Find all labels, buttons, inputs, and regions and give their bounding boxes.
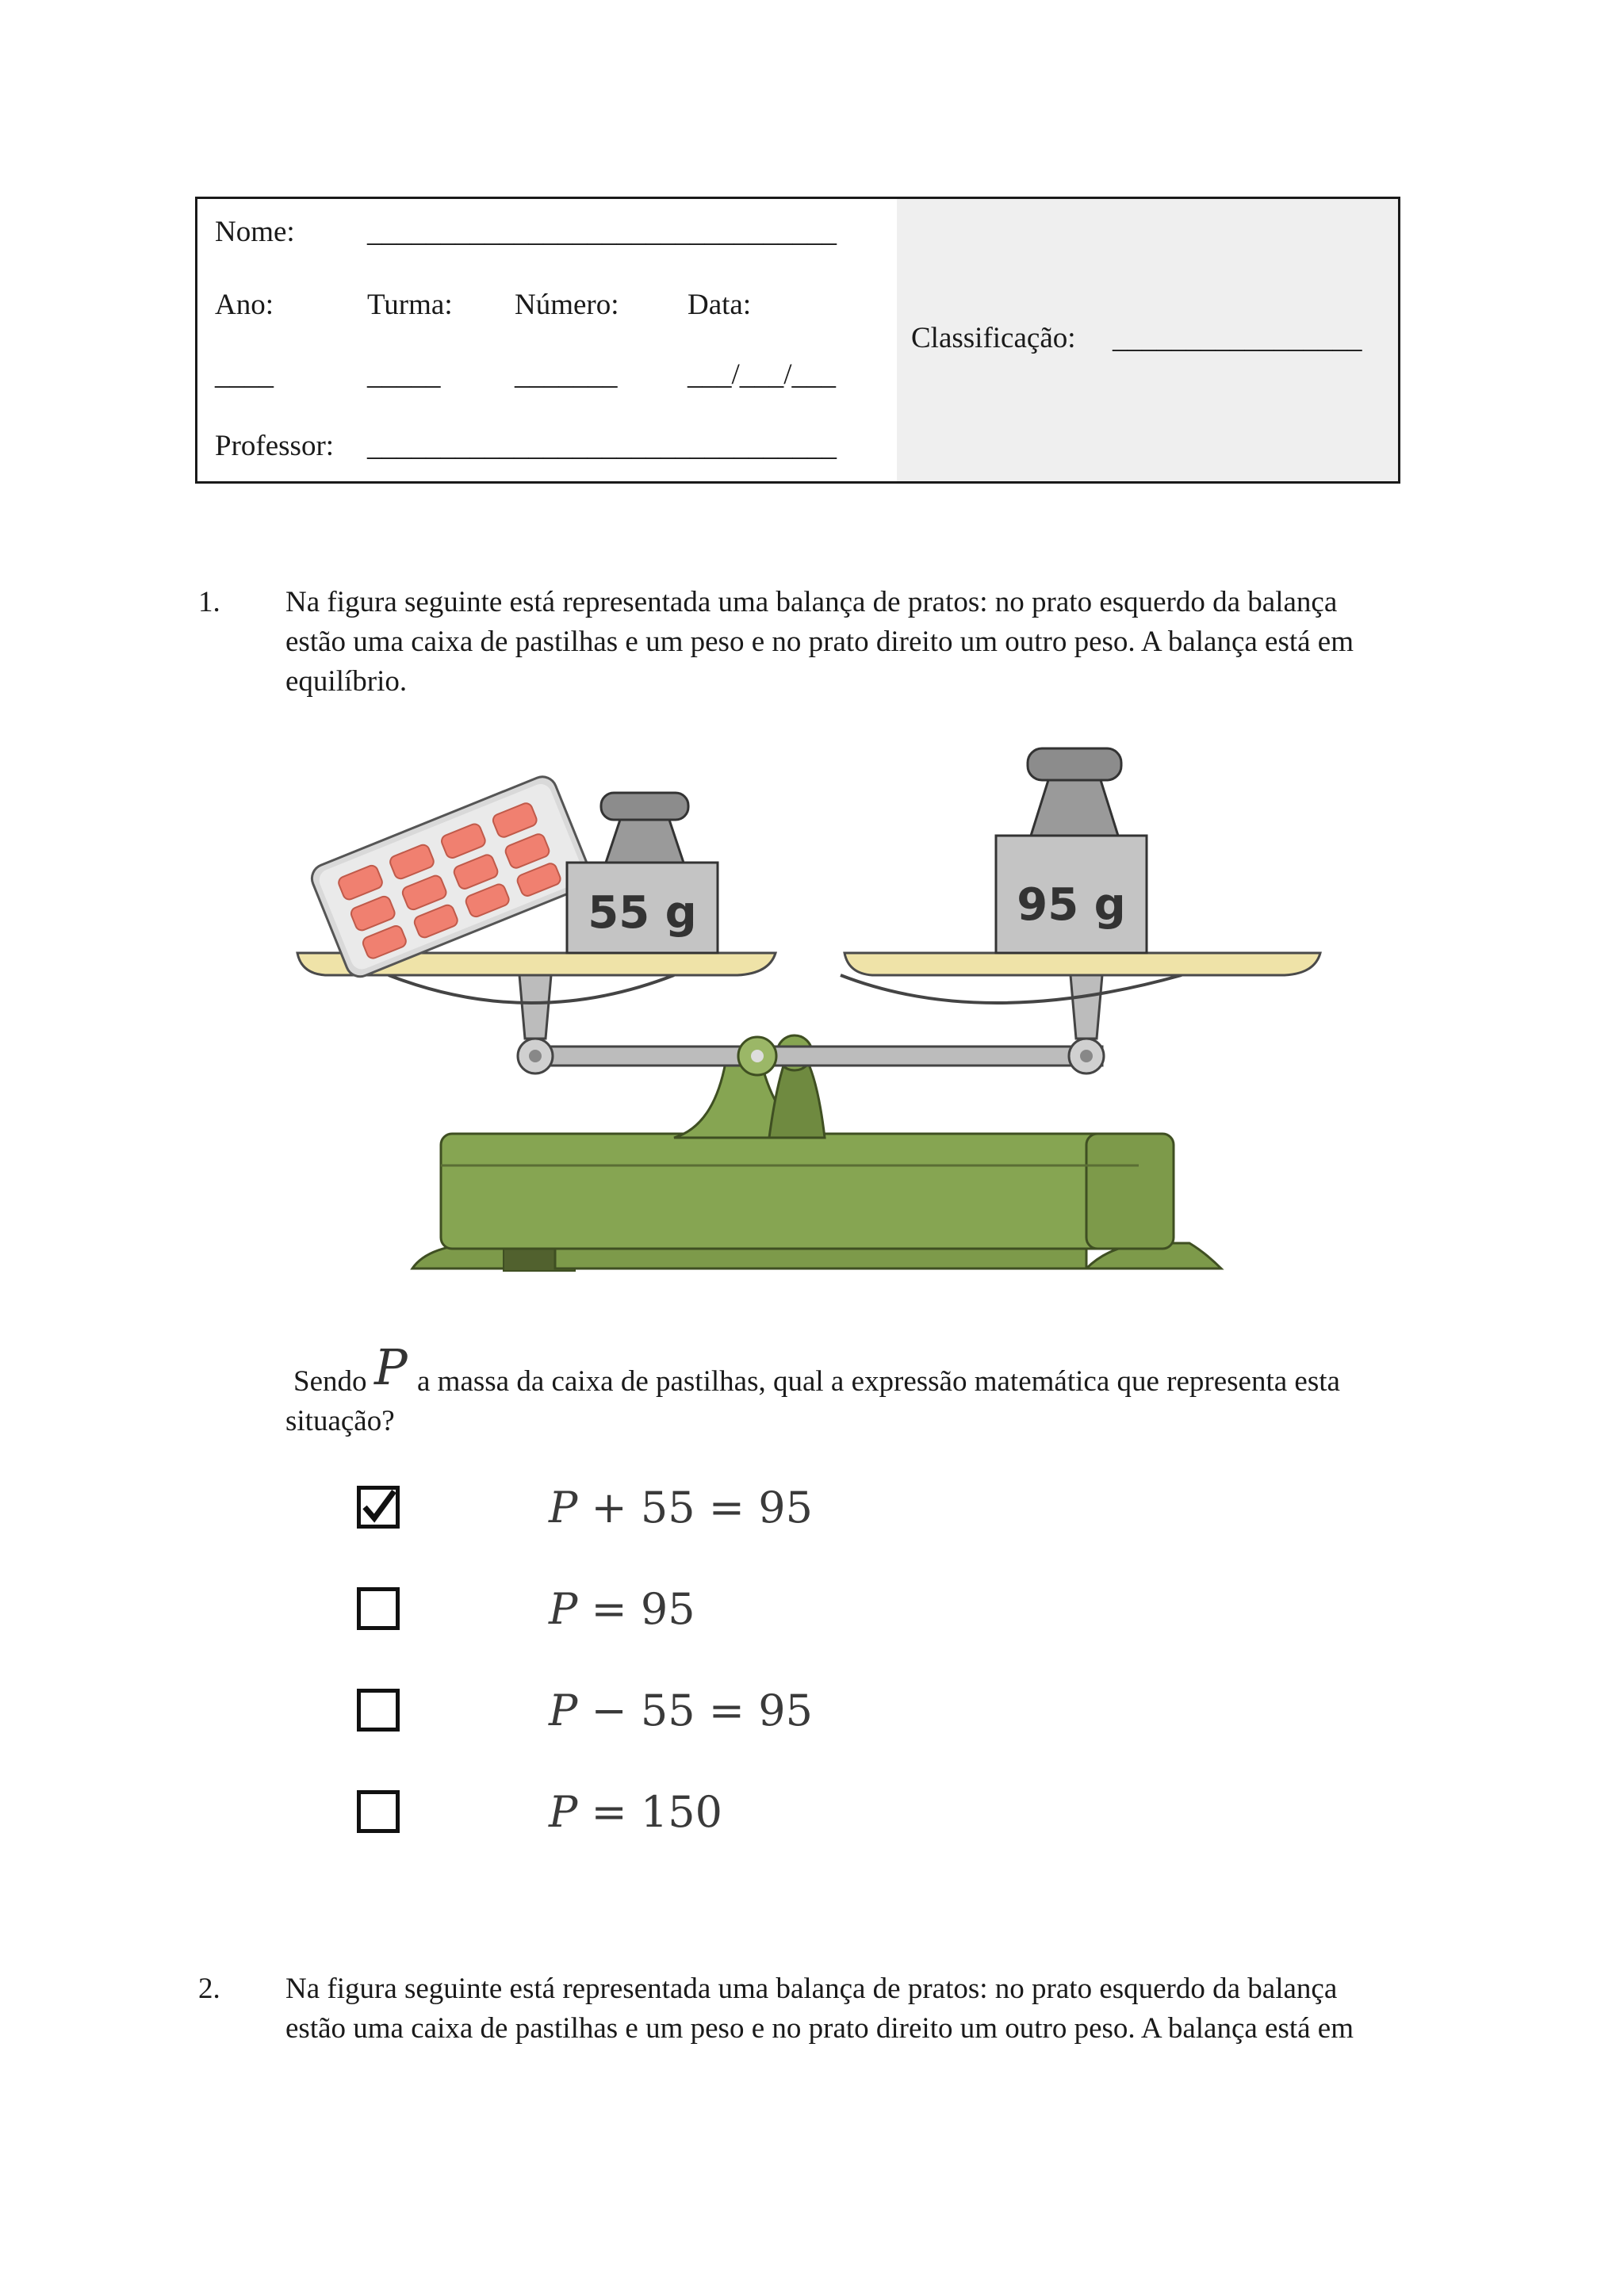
option-2-checkbox[interactable] [357,1587,400,1630]
grade-field[interactable]: _________________ [1113,322,1362,354]
checkmark-icon [361,1490,396,1525]
question-1-prompt-start: Sendo [293,1365,367,1398]
weight-95g [996,748,1147,953]
option-4-checkbox[interactable] [357,1790,400,1833]
option-4-expression: P = 150 [549,1787,722,1837]
student-header-box [195,197,1400,484]
year-label: Ano: [215,289,274,321]
weight-55g-label: 55 g [588,887,697,939]
date-field[interactable]: ___/___/___ [688,358,837,391]
name-field[interactable]: ________________________________ [367,216,837,248]
weight-55g [567,793,718,953]
weight-95g-label: 95 g [1017,879,1126,931]
option-3-expression: P − 55 = 95 [549,1686,813,1735]
question-1-number: 1. [198,586,220,618]
right-pan [845,953,1320,975]
balance-scale-figure [293,737,1324,1284]
grade-label: Classificação: [911,322,1076,354]
teacher-field[interactable]: ________________________________ [367,430,837,462]
variable-p: P [374,1338,408,1396]
option-3-checkbox[interactable] [357,1689,400,1732]
question-1-prompt-rest: a massa da caixa de pastilhas, qual a expressão matemática que representa esta [417,1365,1340,1398]
number-field[interactable]: _______ [515,358,618,391]
question-1-line-3: equilíbrio. [285,665,408,698]
question-2-line-1: Na figura seguinte está representada uma balança de pratos: no prato esquerdo da balança [285,1973,1338,2005]
question-1-line-2: estão uma caixa de pastilhas e um peso e no prato direito um outro peso. A balança está em [285,626,1354,658]
grade-panel [897,199,1398,481]
year-field[interactable]: ____ [215,358,274,391]
option-1-checkbox[interactable] [357,1486,400,1529]
option-1-expression: P + 55 = 95 [549,1483,813,1533]
name-label: Nome: [215,216,295,248]
date-label: Data: [688,289,752,321]
option-2-expression: P = 95 [549,1584,695,1634]
pill-pack [308,772,595,981]
question-2-number: 2. [198,1973,220,2005]
question-2-line-2: estão uma caixa de pastilhas e um peso e no prato direito um outro peso. A balança está em [285,2012,1354,2045]
class-label: Turma: [367,289,453,321]
number-label: Número: [515,289,619,321]
question-1-line-1: Na figura seguinte está representada uma balança de pratos: no prato esquerdo da balança [285,586,1338,618]
teacher-label: Professor: [215,430,335,462]
question-1-prompt-line-2: situação? [285,1405,395,1437]
class-field[interactable]: _____ [367,358,441,391]
